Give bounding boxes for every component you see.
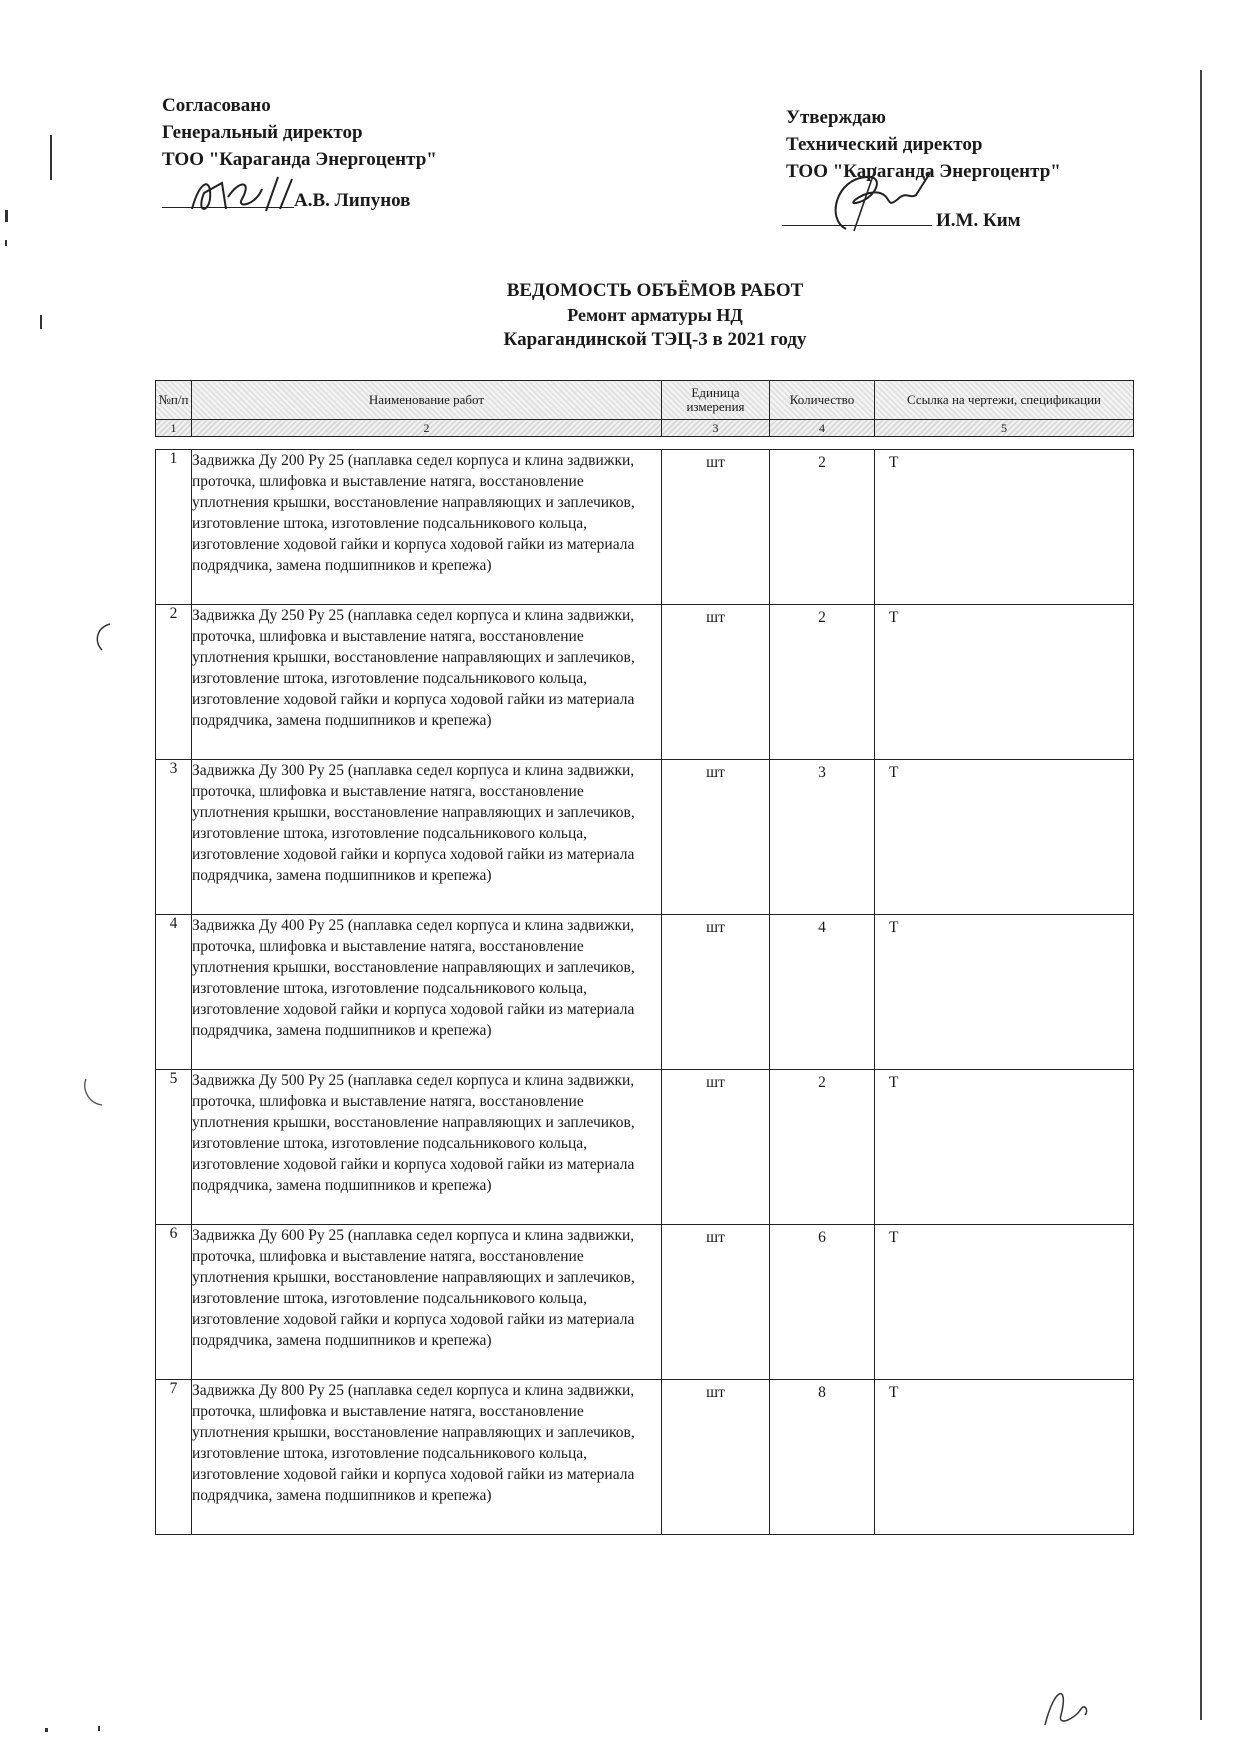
confirmation-status: Утверждаю [786, 107, 886, 128]
row-quantity: 2 [770, 450, 875, 605]
row-reference: Т [875, 760, 1134, 915]
table-header-row [156, 381, 1134, 420]
row-description: Задвижка Ду 250 Ру 25 (наплавка седел корпуса и клина задвижки, проточка, шлифовка и выставление натяга, восстановление уплотнения крышки, восстановление направляющих и заплечиков, изготовление штока, изготовление подсальникового кольца, изготовление ходовой гайки и корпуса ходовой гайки из материала подрядчика, замена подшипников и крепежа) [192, 605, 662, 760]
table-row [156, 1225, 1134, 1380]
header-ref: Ссылка на чертежи, спецификации [875, 381, 1134, 420]
row-unit: шт [662, 1070, 770, 1225]
row-unit: шт [662, 760, 770, 915]
row-reference: Т [875, 1380, 1134, 1535]
row-description: Задвижка Ду 200 Ру 25 (наплавка седел корпуса и клина задвижки, проточка, шлифовка и выставление натяга, восстановление уплотнения крышки, восстановление направляющих и заплечиков, изготовление штока, изготовление подсальникового кольца, изготовление ходовой гайки и корпуса ходовой гайки из материала подрядчика, замена подшипников и крепежа) [192, 450, 662, 605]
row-quantity: 3 [770, 760, 875, 915]
table-row [156, 1380, 1134, 1535]
row-quantity: 2 [770, 1070, 875, 1225]
approval-block-right [786, 104, 1116, 235]
approver-position: Генеральный директор [162, 122, 363, 143]
confirmer-name: И.М. Ким [936, 210, 1021, 231]
row-unit: шт [662, 1380, 770, 1535]
row-description: Задвижка Ду 300 Ру 25 (наплавка седел корпуса и клина задвижки, проточка, шлифовка и выставление натяга, восстановление уплотнения крышки, восстановление направляющих и заплечиков, изготовление штока, изготовление подсальникового кольца, изготовление ходовой гайки и корпуса ходовой гайки из материала подрядчика, замена подшипников и крепежа) [192, 760, 662, 915]
scan-margin-mark [40, 315, 42, 329]
scan-margin-mark [5, 210, 8, 222]
row-quantity: 6 [770, 1225, 875, 1380]
scan-arc-mark [88, 620, 128, 660]
row-unit: шт [662, 915, 770, 1070]
row-number: 4 [156, 915, 192, 1070]
row-unit: шт [662, 450, 770, 605]
row-description: Задвижка Ду 400 Ру 25 (наплавка седел корпуса и клина задвижки, проточка, шлифовка и выставление натяга, восстановление уплотнения крышки, восстановление направляющих и заплечиков, изготовление штока, изготовление подсальникового кольца, изготовление ходовой гайки и корпуса ходовой гайки из материала подрядчика, замена подшипников и крепежа) [192, 915, 662, 1070]
header-desc: Наименование работ [192, 381, 662, 420]
column-number: 2 [192, 420, 662, 437]
scan-dot [98, 1726, 100, 1731]
approval-status: Согласовано [162, 95, 271, 116]
approver-name: А.В. Липунов [294, 190, 411, 211]
title-sub1: Ремонт арматуры НД [567, 305, 743, 325]
column-number: 5 [875, 420, 1134, 437]
scan-margin-mark [5, 240, 7, 246]
row-description: Задвижка Ду 600 Ру 25 (наплавка седел корпуса и клина задвижки, проточка, шлифовка и выставление натяга, восстановление уплотнения крышки, восстановление направляющих и заплечиков, изготовление штока, изготовление подсальникового кольца, изготовление ходовой гайки и корпуса ходовой гайки из материала подрядчика, замена подшипников и крепежа) [192, 1225, 662, 1380]
scan-arc-mark [78, 1075, 118, 1115]
works-table [155, 380, 1134, 1535]
scan-margin-line [1200, 70, 1202, 1720]
row-reference: Т [875, 1070, 1134, 1225]
confirmer-company: ТОО "Караганда Энергоцентр" [786, 161, 1061, 182]
row-reference: Т [875, 605, 1134, 760]
row-quantity: 8 [770, 1380, 875, 1535]
gap-cell [156, 437, 1134, 450]
row-number: 3 [156, 760, 192, 915]
row-reference: Т [875, 915, 1134, 1070]
table-row [156, 450, 1134, 605]
header-num: №п/п [156, 381, 192, 420]
title-sub2: Карагандинской ТЭЦ-3 в 2021 году [503, 329, 807, 350]
column-number: 4 [770, 420, 875, 437]
row-quantity: 4 [770, 915, 875, 1070]
table-gap-row [156, 437, 1134, 450]
row-reference: Т [875, 1225, 1134, 1380]
row-description: Задвижка Ду 800 Ру 25 (наплавка седел корпуса и клина задвижки, проточка, шлифовка и выставление натяга, восстановление уплотнения крышки, восстановление направляющих и заплечиков, изготовление штока, изготовление подсальникового кольца, изготовление ходовой гайки и корпуса ходовой гайки из материала подрядчика, замена подшипников и крепежа) [192, 1380, 662, 1535]
table-row [156, 1070, 1134, 1225]
column-number: 3 [662, 420, 770, 437]
row-quantity: 2 [770, 605, 875, 760]
confirmer-position: Технический директор [786, 134, 983, 155]
row-unit: шт [662, 605, 770, 760]
row-unit: шт [662, 1225, 770, 1380]
header-qty: Количество [770, 381, 875, 420]
row-description: Задвижка Ду 500 Ру 25 (наплавка седел корпуса и клина задвижки, проточка, шлифовка и выставление натяга, восстановление уплотнения крышки, восстановление направляющих и заплечиков, изготовление штока, изготовление подсальникового кольца, изготовление ходовой гайки и корпуса ходовой гайки из материала подрядчика, замена подшипников и крепежа) [192, 1070, 662, 1225]
scan-dot [45, 1728, 48, 1732]
table-row [156, 915, 1134, 1070]
title-main: ВЕДОМОСТЬ ОБЪЁМОВ РАБОТ [506, 280, 804, 301]
document-title [0, 278, 1240, 352]
table-row [156, 760, 1134, 915]
signature-right [806, 159, 946, 239]
row-number: 2 [156, 605, 192, 760]
table-row [156, 605, 1134, 760]
signature-left [182, 169, 302, 221]
approver-company: ТОО "Караганда Энергоцентр" [162, 149, 437, 170]
row-number: 5 [156, 1070, 192, 1225]
row-reference: Т [875, 450, 1134, 605]
row-number: 7 [156, 1380, 192, 1535]
row-number: 6 [156, 1225, 192, 1380]
initials-mark [1035, 1675, 1095, 1735]
column-number: 1 [156, 420, 192, 437]
scan-margin-mark [50, 135, 52, 180]
row-number: 1 [156, 450, 192, 605]
approval-block-left [162, 92, 462, 217]
column-number-row [156, 420, 1134, 437]
header-unit: Единица измерения [662, 381, 770, 420]
